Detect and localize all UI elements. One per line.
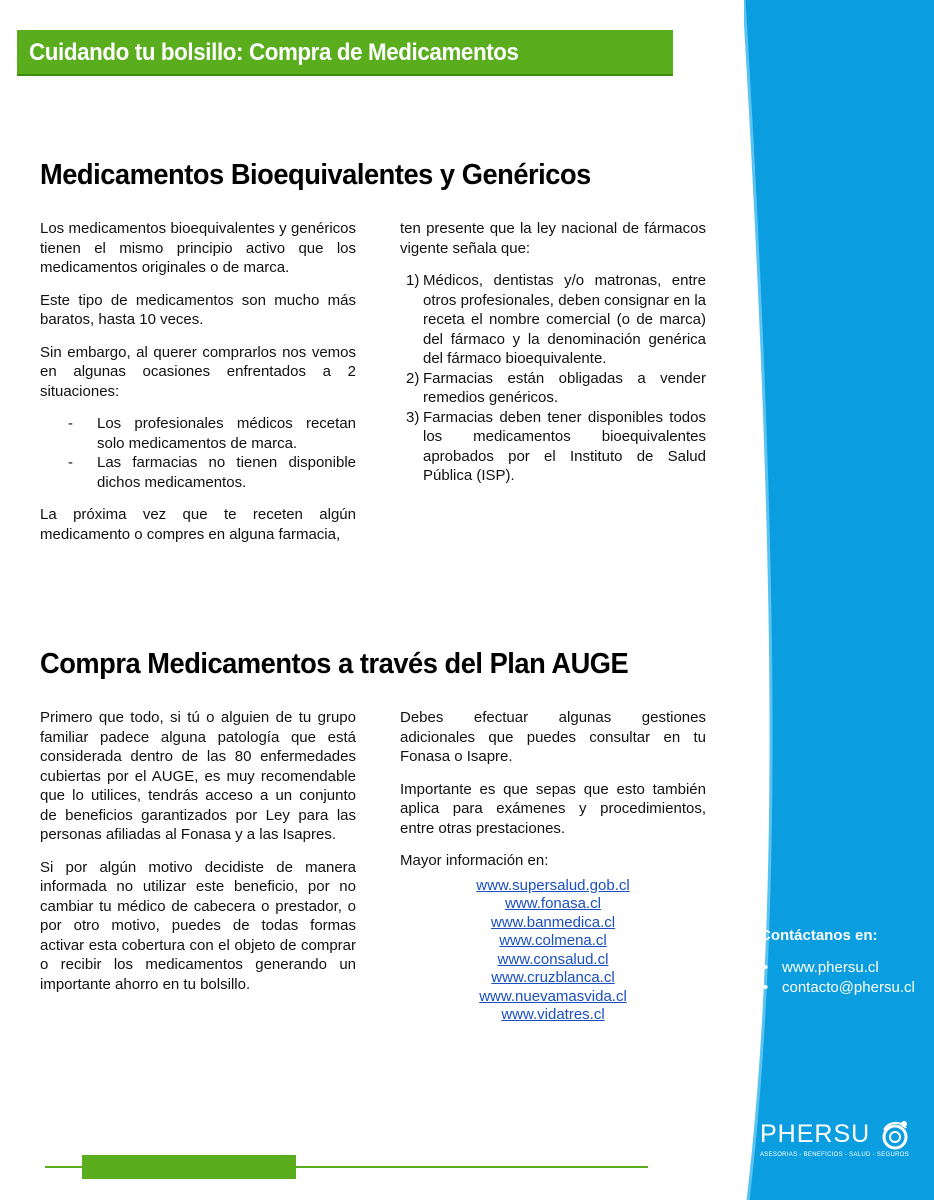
- list-number: 1): [406, 272, 420, 289]
- logo-name: PHERSU: [760, 1120, 871, 1148]
- list-item: [40, 414, 356, 453]
- link-supersalud[interactable]: www.supersalud.gob.cl: [476, 876, 630, 894]
- paragraph: Este tipo de medicamentos son mucho más baratos, hasta 10 veces.: [40, 291, 356, 328]
- link-consalud[interactable]: www.consalud.cl: [497, 950, 609, 968]
- contact-website[interactable]: [760, 958, 915, 978]
- link-fonasa[interactable]: www.fonasa.cl: [505, 895, 601, 912]
- section1-left-column: [40, 219, 356, 557]
- document-title: Cuidando tu bolsillo: Compra de Medicamentos: [29, 39, 519, 66]
- paragraph: Los medicamentos bioequivalentes y genéricos tienen el mismo principio activo que los medicamentos originales o de marca.: [40, 220, 356, 276]
- paragraph: Primero que todo, si tú o alguien de tu grupo familiar padece alguna patología que está considerada dentro de las 80 enfermedades cubiertas por el AUGE, es muy recomendable que lo utilices, tendrás acceso a un conjunto de beneficios garantizados por Ley para las personas afiliadas al Fonasa y a las Isapres.: [40, 709, 356, 843]
- law-requirements-list: [400, 271, 706, 486]
- section2-left-column: [40, 708, 356, 1007]
- info-links: [400, 877, 706, 1025]
- paragraph: Importante es que sepas que esto también aplica para exámenes y procedimientos, entre otras prestaciones.: [400, 780, 706, 837]
- list-item-text: Los profesionales médicos recetan solo medicamentos de marca.: [97, 415, 356, 452]
- list-item: [40, 453, 356, 492]
- bullet-icon: •: [763, 979, 769, 996]
- header-banner: [17, 30, 673, 76]
- paragraph: ten presente que la ley nacional de fármacos vigente señala que:: [400, 220, 706, 257]
- phersu-logo: [760, 1120, 909, 1158]
- bullet-icon: •: [763, 959, 769, 976]
- section-heading-bioequivalentes: Medicamentos Bioequivalentes y Genéricos: [40, 159, 591, 191]
- list-item: [400, 408, 706, 486]
- contact-website-text: www.phersu.cl: [782, 959, 879, 976]
- section-heading-plan-auge: Compra Medicamentos a través del Plan AUGE: [40, 648, 629, 680]
- paragraph: Sin embargo, al querer comprarlos nos vemos en algunas ocasiones enfrentados a 2 situaciones:: [40, 343, 356, 400]
- paragraph: La próxima vez que te receten algún medicamento o compres en alguna farmacia,: [40, 506, 356, 543]
- list-item-text: Médicos, dentistas y/o matronas, entre otros profesionales, deben consignar en la receta el nombre comercial (o de marca) del fármaco y la denominación genérica del fármaco bioequivalente.: [423, 272, 706, 367]
- link-colmena[interactable]: www.colmena.cl: [499, 932, 607, 949]
- list-item-text: Farmacias están obligadas a vender remedios genéricos.: [423, 369, 706, 406]
- list-number: 2): [406, 369, 420, 387]
- link-cruzblanca[interactable]: www.cruzblanca.cl: [491, 969, 615, 986]
- list-item-text: Farmacias deben tener disponibles todos los medicamentos bioequivalentes aprobados por el Instituto de Salud Pública (ISP).: [423, 408, 706, 484]
- paragraph: Mayor información en:: [400, 852, 549, 869]
- contact-list: [760, 958, 915, 998]
- blue-side-band: [744, 0, 934, 1200]
- logo-tagline: ASESORIAS - BENEFICIOS - SALUD - SEGUROS: [760, 1152, 910, 1158]
- paragraph: Si por algún motivo decidiste de manera informada no utilizar este beneficio, por no cambiar tu médico de cabecera o prestador, o por otro motivo, puedes de todas formas activar esta cobertura con el objeto de comprar o recibir los medicamentos generando un importante ahorro en tu bolsillo.: [40, 858, 356, 993]
- list-number: 3): [406, 408, 420, 426]
- paragraph: Debes efectuar algunas gestiones adicionales que puedes consultar en tu Fonasa o Isapre.: [400, 709, 706, 765]
- section2-right-column: [400, 708, 706, 1025]
- section1-right-column: [400, 219, 706, 486]
- dash-bullet: -: [68, 415, 73, 432]
- contact-email[interactable]: [760, 978, 915, 998]
- situations-list: [40, 414, 356, 492]
- contact-title: Contáctanos en:: [760, 927, 878, 944]
- link-vidatres[interactable]: www.vidatres.cl: [501, 1006, 605, 1023]
- contact-box: [760, 927, 915, 998]
- logo-swirl-icon: [878, 1118, 912, 1152]
- footer-green-block: [82, 1155, 296, 1179]
- list-item-text: Las farmacias no tienen disponible dichos medicamentos.: [97, 454, 356, 491]
- contact-email-text: contacto@phersu.cl: [782, 979, 915, 996]
- list-item: [400, 369, 706, 408]
- list-item: [400, 271, 706, 369]
- dash-bullet: -: [68, 454, 73, 471]
- link-nuevamasvida[interactable]: www.nuevamasvida.cl: [479, 987, 627, 1005]
- link-banmedica[interactable]: www.banmedica.cl: [490, 913, 616, 931]
